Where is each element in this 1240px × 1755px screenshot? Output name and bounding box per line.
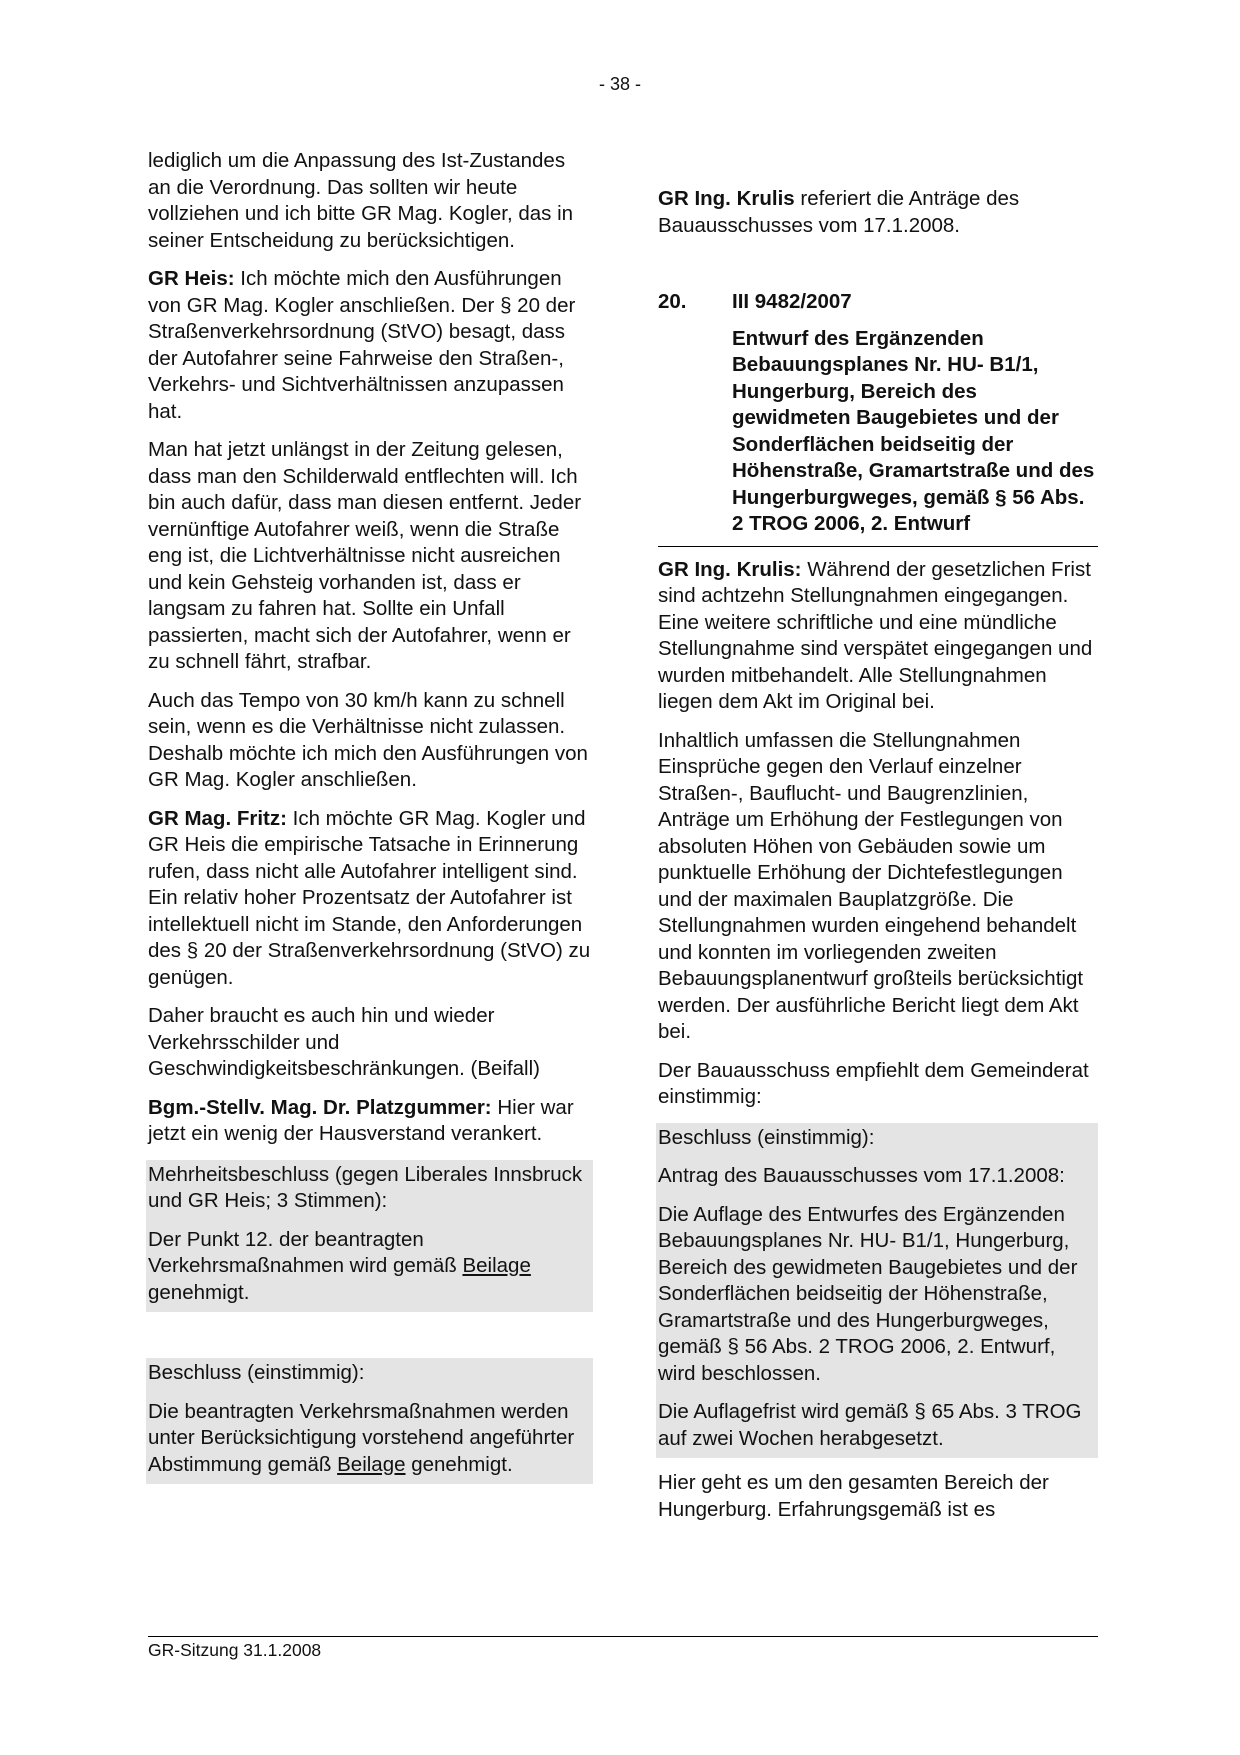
speaker-name: GR Ing. Krulis: — [658, 557, 802, 581]
resolution-box — [146, 1160, 593, 1313]
resolution-text: Die Auflage des Entwurfes des Ergänzenden Bebauungsplanes Nr. HU- B1/1, Hungerburg, Bereich des gewidmeten Baugebietes und der Sonderflächen beidseitig der Höhenstraße, Gramartstraße und des Hungerburgweges, gemäß § 56 Abs. 2 TROG 2006, 2. Entwurf, wird beschlossen. — [658, 1202, 1078, 1385]
paragraph: Daher braucht es auch hin und wieder Verkehrsschilder und Geschwindigkeitsbeschränkungen. (Beifall) — [148, 1004, 540, 1080]
resolution-type: Beschluss (einstimmig): — [148, 1361, 365, 1384]
speaker-name: GR Ing. Krulis — [658, 187, 795, 210]
resolution-type: Mehrheitsbeschluss (gegen Liberales Innsbruck und GR Heis; 3 Stimmen): — [148, 1162, 583, 1212]
paragraph: Hier geht es um den gesamten Bereich der Hungerburg. Erfahrungsgemäß ist es — [658, 1471, 1049, 1521]
attachment-link[interactable]: Beilage — [462, 1254, 531, 1277]
agenda-item-number: 20. — [658, 290, 687, 313]
resolution-box — [146, 1358, 593, 1484]
resolution-type: Beschluss (einstimmig): — [658, 1125, 875, 1149]
divider — [658, 546, 1098, 547]
speaker-name: Bgm.-Stellv. Mag. Dr. Platzgummer: — [148, 1095, 492, 1119]
paragraph: Der Bauausschuss empfiehlt dem Gemeinderat einstimmig: — [658, 1058, 1089, 1108]
paragraph: Auch das Tempo von 30 km/h kann zu schnell sein, wenn es die Verhältnisse nicht zulassen. Deshalb möchte ich mich den Ausführungen von GR Mag. Kogler anschließen. — [148, 688, 588, 791]
paragraph: lediglich um die Anpassung des Ist-Zustandes an die Verordnung. Das sollten wir heute vollziehen und ich bitte GR Mag. Kogler, das in seiner Entscheidung zu berücksichtigen. — [148, 149, 574, 252]
paragraph: Inhaltlich umfassen die Stellungnahmen Einsprüche gegen den Verlauf einzelner Straßen-, Bauflucht- und Baugrenzlinien, Anträge um Erhöhung der Festlegungen von absoluten Höhen von Gebäuden sowie um punktuelle Erhöhung der Dichtefestlegungen und der maximalen Bauplatzgröße. Die Stellungnahmen wurden eingehend behandelt und konnten im vorliegenden zweiten Bebauungsplanentwurf großteils berücksichtigt werden. Der ausführliche Bericht liegt dem Akt bei. — [658, 728, 1084, 1043]
agenda-item-reference: III 9482/2007 — [732, 290, 852, 313]
paragraph: GR Ing. Krulis: Während der gesetzlichen Frist sind achtzehn Stellungnahmen eingegangen. Eine weitere schriftliche und eine mündliche Stellungnahme sind verspätet eingegangen und wurden mitbehandelt. Alle Stellungnahmen liegen dem Akt im Original bei. — [658, 557, 1093, 713]
paragraph: GR Ing. Krulis referiert die Anträge des Bauausschusses vom 17.1.2008. — [658, 187, 1020, 237]
paragraph: GR Heis: Ich möchte mich den Ausführungen von GR Mag. Kogler anschließen. Der § 20 der Straßenverkehrsordnung (StVO) besagt, dass der Autofahrer seine Fahrweise den Straßen-, Verkehrs- und Sichtverhältnissen anzupassen hat. — [148, 267, 576, 423]
paragraph: GR Mag. Fritz: Ich möchte GR Mag. Kogler und GR Heis die empirische Tatsache in Erinnerung rufen, dass nicht alle Autofahrer intelligent sind. Ein relativ hoher Prozentsatz der Autofahrer ist intellektuell nicht im Stande, den Anforderungen des § 20 der Straßenverkehrsordnung (StVO) zu genügen. — [148, 806, 591, 989]
resolution-box — [656, 1123, 1098, 1459]
agenda-item-title: Entwurf des Ergänzenden Bebauungsplanes Nr. HU- B1/1, Hungerburg, Bereich des gewidmeten Baugebietes und der Sonderflächen beidseitig der Höhenstraße, Gramartstraße und des Hungerburgweges, gemäß § 56 Abs. 2 TROG 2006, 2. Entwurf — [732, 326, 1095, 535]
page-number: - 38 - — [598, 74, 641, 94]
paragraph: Man hat jetzt unlängst in der Zeitung gelesen, dass man den Schilderwald entflechten will. Ich bin auch dafür, dass man diesen entfernt. Jeder vernünftige Autofahrer weiß, wenn die Straße eng ist, die Lichtverhältnisse nicht ausreichen und kein Gehsteig vorhanden ist, dass er langsam zu fahren hat. Sollte ein Unfall passierten, macht sich der Autofahrer, wenn er zu schnell fährt, strafbar. — [148, 438, 582, 673]
footer-divider — [148, 1636, 1098, 1637]
left-column — [148, 148, 593, 1484]
resolution-text: Die beantragten Verkehrsmaßnahmen werden unter Berücksichtigung vorstehend angeführter Abstimmung gemäß Beilage genehmigt. — [148, 1399, 575, 1476]
attachment-link[interactable]: Beilage — [337, 1452, 406, 1476]
spacer — [148, 1312, 593, 1358]
paragraph: Bgm.-Stellv. Mag. Dr. Platzgummer: Hier war jetzt ein wenig der Hausverstand verankert. — [148, 1095, 574, 1145]
resolution-text: Der Punkt 12. der beantragten Verkehrsmaßnahmen wird gemäß Beilage genehmigt. — [148, 1227, 531, 1304]
agenda-item-header — [658, 289, 1098, 316]
speaker-name: GR Mag. Fritz: — [148, 806, 287, 830]
speaker-name: GR Heis: — [148, 267, 235, 290]
right-column — [658, 186, 1098, 1535]
footer: GR-Sitzung 31.1.2008 — [148, 1640, 322, 1660]
resolution-text: Antrag des Bauausschusses vom 17.1.2008: — [658, 1164, 1065, 1187]
resolution-text: Die Auflagefrist wird gemäß § 65 Abs. 3 TROG auf zwei Wochen herabgesetzt. — [658, 1400, 1082, 1450]
spacer — [658, 251, 1098, 289]
